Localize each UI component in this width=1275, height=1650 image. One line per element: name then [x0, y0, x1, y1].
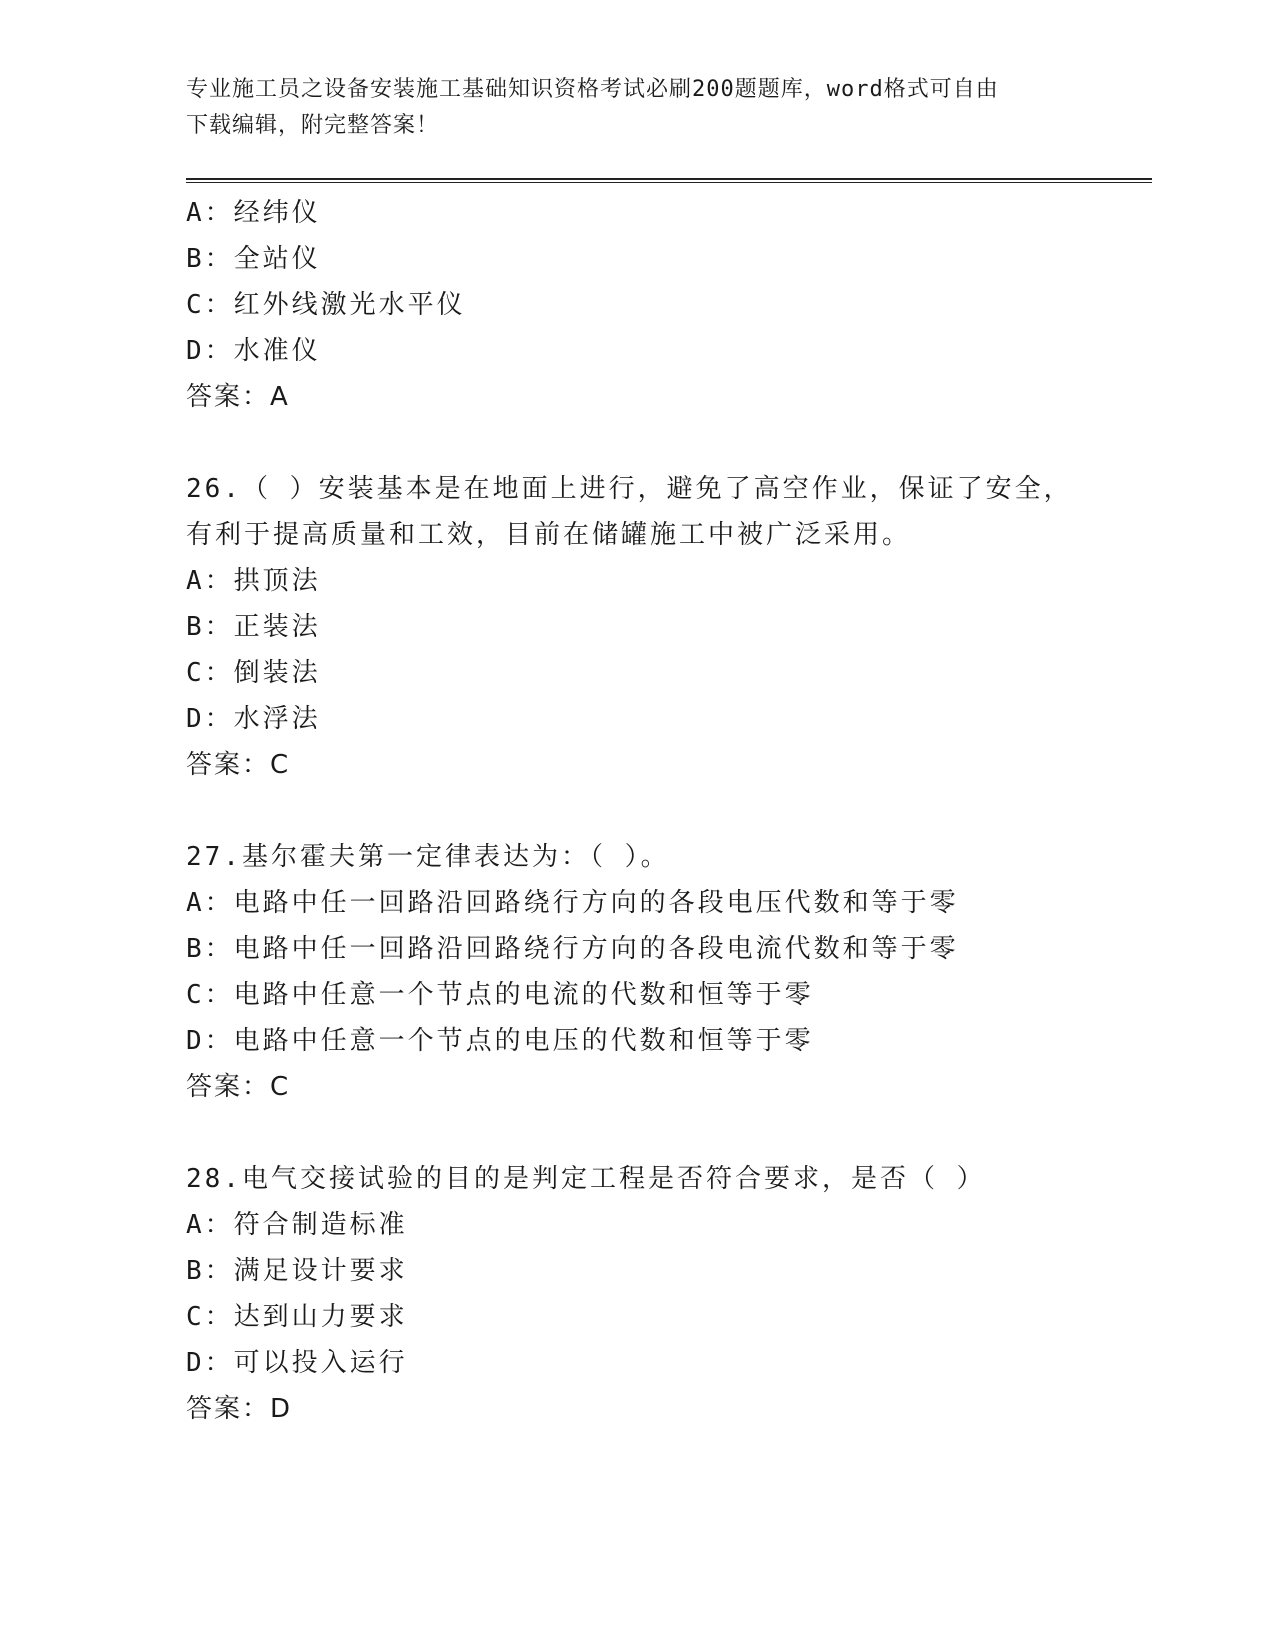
option-d: D：水浮法 — [186, 704, 321, 734]
question-gap — [186, 1110, 1152, 1156]
answer: 答案：D — [186, 1394, 293, 1424]
option-a: A：符合制造标准 — [186, 1210, 408, 1240]
question-stem: 27.基尔霍夫第一定律表达为：（ ）。 — [186, 842, 670, 872]
option-c: C：电路中任意一个节点的电流的代数和恒等于零 — [186, 980, 814, 1010]
option-b: B：正装法 — [186, 612, 321, 642]
option-b: B：满足设计要求 — [186, 1256, 408, 1286]
option-a: A：电路中任一回路沿回路绕行方向的各段电压代数和等于零 — [186, 888, 959, 918]
document-header — [186, 72, 1086, 144]
option-c: C：倒装法 — [186, 658, 321, 688]
option-b: B：全站仪 — [186, 244, 321, 274]
answer: 答案：C — [186, 1072, 291, 1102]
question-25 — [186, 190, 1152, 420]
option-d: D：可以投入运行 — [186, 1348, 408, 1378]
question-27 — [186, 834, 1152, 1110]
question-gap — [186, 788, 1152, 834]
header-line-2: 下载编辑，附完整答案！ — [186, 113, 440, 138]
option-b: B：电路中任一回路沿回路绕行方向的各段电流代数和等于零 — [186, 934, 959, 964]
option-d: D：电路中任意一个节点的电压的代数和恒等于零 — [186, 1026, 814, 1056]
option-a: A：经纬仪 — [186, 198, 321, 228]
question-list — [186, 190, 1152, 1432]
question-stem: 26.（ ）安装基本是在地面上进行，避免了高空作业，保证了安全， — [186, 474, 1073, 504]
option-c: C：达到山力要求 — [186, 1302, 408, 1332]
question-stem: 28.电气交接试验的目的是判定工程是否符合要求，是否（ ） — [186, 1164, 986, 1194]
answer: 答案：C — [186, 750, 291, 780]
option-c: C：红外线激光水平仪 — [186, 290, 466, 320]
header-divider — [186, 178, 1152, 183]
question-gap — [186, 420, 1152, 466]
question-28 — [186, 1156, 1152, 1432]
header-line-1: 专业施工员之设备安装施工基础知识资格考试必刷200题题库，word格式可自由 — [186, 77, 999, 102]
question-26 — [186, 466, 1152, 788]
question-stem-continued: 有利于提高质量和工效，目前在储罐施工中被广泛采用。 — [186, 520, 912, 550]
answer: 答案：A — [186, 382, 290, 412]
option-a: A：拱顶法 — [186, 566, 321, 596]
option-d: D：水准仪 — [186, 336, 321, 366]
